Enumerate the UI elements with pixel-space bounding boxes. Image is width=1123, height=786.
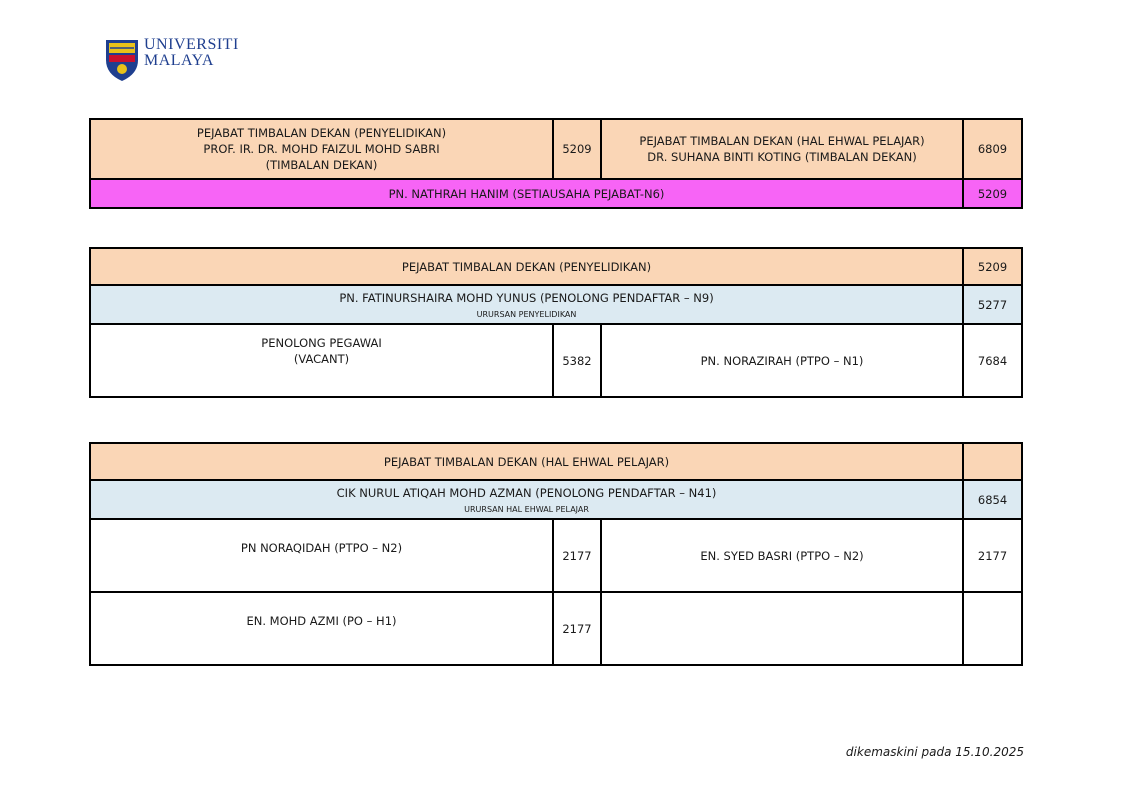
assistant-registrar-cell (90, 285, 963, 324)
logo-text-universiti: UNIVERSITI (144, 36, 239, 53)
extension-number: 5209 (963, 179, 1022, 208)
extension-number: 6809 (963, 119, 1022, 179)
secretary-name: PN. NATHRAH HANIM (SETIAUSAHA PEJABAT-N6) (90, 179, 963, 208)
extension-number: 2177 (963, 519, 1022, 592)
person-name: PN. FATINURSHAIRA MOHD YUNUS (PENOLONG PENDAFTAR – N9) (339, 290, 714, 305)
staff-name: PN NORAQIDAH (PTPO – N2) (90, 519, 553, 592)
last-updated-note: dikemaskini pada 15.10.2025 (845, 745, 1024, 759)
staff-name: EN. MOHD AZMI (PO – H1) (90, 592, 553, 665)
position-status: (VACANT) (293, 352, 350, 366)
assistant-registrar-cell (90, 480, 963, 519)
extension-number: 6854 (963, 480, 1022, 519)
extension-number: 2177 (553, 592, 601, 665)
position-title: PENOLONG PEGAWAI (261, 336, 382, 350)
extension-number: 2177 (553, 519, 601, 592)
extension-number: 5209 (553, 119, 601, 179)
student-affairs-office-table (89, 442, 1023, 666)
unit-label: URURSAN PENYELIDIKAN (476, 309, 577, 319)
extension-number: 7684 (963, 324, 1022, 397)
extension-number: 5209 (963, 248, 1022, 285)
person-name: CIK NURUL ATIQAH MOHD AZMAN (PENOLONG PENDAFTAR – N41) (336, 485, 717, 500)
crest-icon (104, 36, 140, 82)
person-role: (TIMBALAN DEKAN) (265, 158, 378, 172)
staff-name: PN. NORAZIRAH (PTPO – N1) (601, 324, 963, 397)
office-title: PEJABAT TIMBALAN DEKAN (PENYELIDIKAN) (196, 126, 447, 140)
empty-cell (963, 592, 1022, 665)
university-logo (104, 36, 254, 84)
empty-cell (601, 592, 963, 665)
logo-text-malaya: MALAYA (144, 52, 214, 69)
person-name: PROF. IR. DR. MOHD FAIZUL MOHD SABRI (203, 142, 440, 156)
extension-number: 5277 (963, 285, 1022, 324)
deputy-dean-research-cell (90, 119, 553, 179)
office-title: PEJABAT TIMBALAN DEKAN (HAL EHWAL PELAJAR) (639, 134, 925, 148)
office-title: PEJABAT TIMBALAN DEKAN (PENYELIDIKAN) (90, 248, 963, 285)
extension-number (963, 443, 1022, 480)
office-title: PEJABAT TIMBALAN DEKAN (HAL EHWAL PELAJAR) (90, 443, 963, 480)
extension-number: 5382 (553, 324, 601, 397)
person-name: DR. SUHANA BINTI KOTING (TIMBALAN DEKAN) (647, 150, 917, 164)
deputy-deans-table (89, 118, 1023, 209)
unit-label: URURSAN HAL EHWAL PELAJAR (464, 504, 589, 514)
staff-cell (90, 324, 553, 397)
deputy-dean-student-affairs-cell (601, 119, 963, 179)
research-office-table (89, 247, 1023, 398)
staff-name: EN. SYED BASRI (PTPO – N2) (601, 519, 963, 592)
